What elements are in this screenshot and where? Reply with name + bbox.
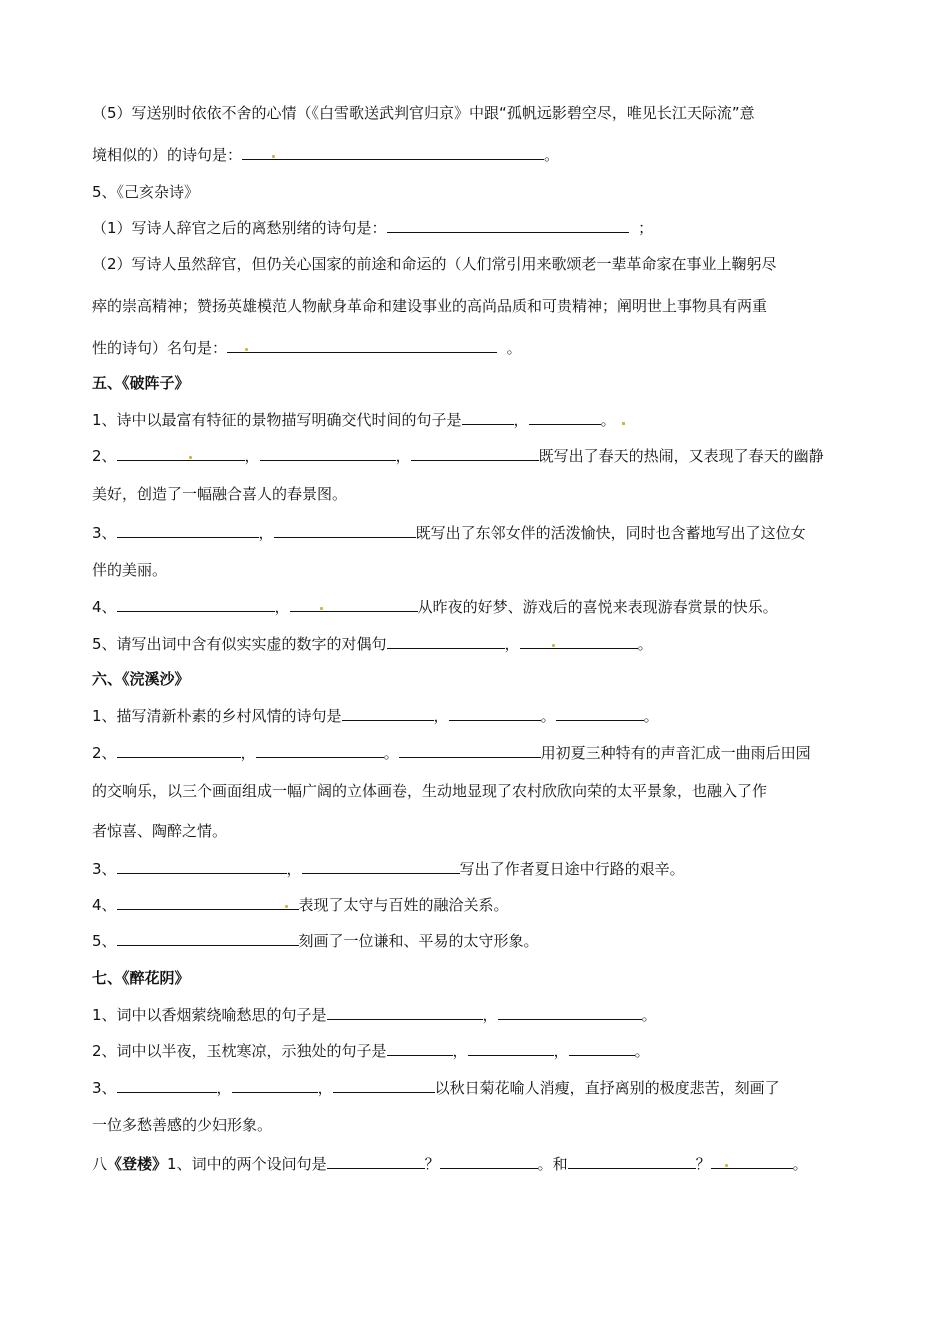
question-text: 境相似的）的诗句是： <box>92 146 243 164</box>
item-zhy-3-line2: 一位多愁善感的少妇形象。 <box>92 1116 273 1134</box>
item-pz-2-line2: 美好，创造了一幅融合喜人的春景图。 <box>92 485 348 503</box>
answer-blank[interactable] <box>568 1152 696 1169</box>
item-hxs-5: 5、 刻画了一位谦和、平易的太守形象。 <box>92 929 539 952</box>
answer-blank[interactable] <box>117 929 299 946</box>
answer-blank[interactable] <box>290 595 418 612</box>
answer-blank[interactable] <box>232 1076 318 1093</box>
answer-blank[interactable] <box>569 1039 635 1056</box>
item-pz-1: 1、诗中以最富有特征的景物描写明确交代时间的句子是 ， 。 <box>92 408 625 431</box>
answer-blank[interactable] <box>529 408 601 425</box>
item-hxs-2-line1: 2、 ， 。 用初夏三种特有的声音汇成一曲雨后田园 <box>92 741 811 764</box>
answer-blank[interactable] <box>387 216 629 233</box>
item-denglou-1: 八《登楼》1、词中的两个设问句是 ？ 。和 ？ 。 <box>92 1152 808 1175</box>
section-heading-huanxisha: 六、《浣溪沙》 <box>92 670 190 688</box>
answer-blank[interactable] <box>302 857 460 874</box>
answer-blank[interactable] <box>327 1003 483 1020</box>
item-hxs-2-line2: 的交响乐，以三个画面组成一幅广阔的立体画卷，生动地显现了农村欣欣向荣的太平景象，也融入了作 <box>92 782 768 800</box>
question-text: （5）写送别时依依不舍的心情（《白雪歌送武判官归京》中跟“孤帆远影碧空尽，唯见长江天际流”意 <box>92 104 755 122</box>
item-pz-5: 5、请写出词中含有似实实虚的数字的对偶句 ， 。 <box>92 632 653 655</box>
answer-blank[interactable] <box>117 1076 217 1093</box>
item-pz-4: 4、 ， 从昨夜的好梦、游戏后的喜悦来表现游春赏景的快乐。 <box>92 595 778 618</box>
item-hxs-2-line3: 者惊喜、陶醉之情。 <box>92 822 228 840</box>
answer-blank[interactable] <box>242 143 544 160</box>
item-zhy-3-line1: 3、 ， ， 以秋日菊花喻人消瘦，直抒离别的极度悲苦，刻画了 <box>92 1076 780 1099</box>
answer-blank[interactable] <box>227 336 497 353</box>
item-zhy-2: 2、词中以半夜，玉枕寒凉，示独处的句子是 ， ， 。 <box>92 1039 650 1062</box>
section-heading-zuihuayin: 七、《醉花阴》 <box>92 969 190 987</box>
answer-blank[interactable] <box>117 444 245 461</box>
item-jihai-2-line2: 瘁的崇高精神；赞扬英雄模范人物献身革命和建设事业的高尚品质和可贵精神；阐明世上事物具有两重 <box>92 297 768 315</box>
section-heading-jihai: 5、《己亥杂诗》 <box>92 183 200 201</box>
item-jihai-1: （1）写诗人辞官之后的离愁别绪的诗句是： ； <box>92 216 653 239</box>
answer-blank[interactable] <box>440 1152 538 1169</box>
item-pz-3-line2: 伴的美丽。 <box>92 561 168 579</box>
answer-blank[interactable] <box>117 741 241 758</box>
item-zhy-1: 1、词中以香烟萦绕喻愁思的句子是 ， 。 <box>92 1003 657 1026</box>
answer-blank[interactable] <box>117 595 275 612</box>
item-hxs-4: 4、 表现了太守与百姓的融洽关系。 <box>92 893 509 916</box>
answer-blank[interactable] <box>387 1039 453 1056</box>
answer-blank[interactable] <box>556 704 644 721</box>
answer-blank[interactable] <box>711 1152 793 1169</box>
answer-blank[interactable] <box>387 632 505 649</box>
item-5-5-line2: 境相似的）的诗句是： 。 <box>92 143 559 166</box>
answer-blank[interactable] <box>333 1076 435 1093</box>
answer-blank[interactable] <box>468 1039 554 1056</box>
answer-blank[interactable] <box>411 444 539 461</box>
answer-blank[interactable] <box>520 632 638 649</box>
answer-blank[interactable] <box>117 521 259 538</box>
answer-blank[interactable] <box>399 741 541 758</box>
answer-blank[interactable] <box>274 521 416 538</box>
item-5-5-line1 <box>92 102 755 124</box>
item-hxs-1: 1、描写清新朴素的乡村风情的诗句是 ， 。 。 <box>92 704 659 727</box>
answer-blank[interactable] <box>260 444 396 461</box>
item-jihai-2-line1: （2）写诗人虽然辞官，但仍关心国家的前途和命运的（人们常引用来歌颂老一辈革命家在事业上鞠躬尽 <box>92 255 777 273</box>
item-pz-3-line1: 3、 ， 既写出了东邻女伴的活泼愉快，同时也含蓄地写出了这位女 <box>92 521 806 544</box>
section-heading-pozhenzi: 五、《破阵子》 <box>92 374 190 392</box>
answer-blank[interactable] <box>498 1003 642 1020</box>
item-pz-2-line1: 2、 ， ， 既写出了春天的热闹，又表现了春天的幽静 <box>92 444 824 467</box>
item-jihai-2-line3: 性的诗句）名句是： 。 <box>92 336 522 359</box>
answer-blank[interactable] <box>449 704 541 721</box>
answer-blank[interactable] <box>462 408 514 425</box>
section-heading-denglou: 《登楼》 <box>107 1155 168 1173</box>
answer-blank[interactable] <box>342 704 434 721</box>
answer-blank[interactable] <box>117 893 299 910</box>
answer-blank[interactable] <box>117 857 287 874</box>
item-hxs-3: 3、 ， 写出了作者夏日途中行路的艰辛。 <box>92 857 685 880</box>
answer-blank[interactable] <box>256 741 384 758</box>
answer-blank[interactable] <box>327 1152 425 1169</box>
